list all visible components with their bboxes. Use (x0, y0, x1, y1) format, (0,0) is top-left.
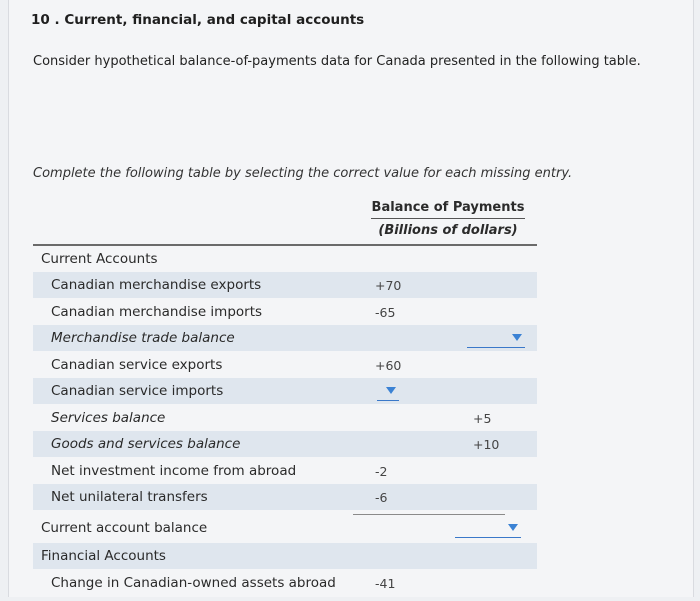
table-row (33, 458, 537, 484)
row-label: Canadian service exports (51, 357, 223, 373)
row-label: Canadian service imports (51, 383, 224, 399)
table-row (33, 299, 537, 325)
question-panel (8, 0, 694, 597)
table-row (33, 272, 537, 298)
table-row (33, 515, 537, 541)
table-row (33, 352, 537, 378)
row-label: Goods and services balance (51, 436, 241, 452)
row-label: Net investment income from abroad (51, 463, 297, 479)
row-label: Services balance (51, 410, 166, 426)
table-row (33, 246, 537, 272)
question-instruction: Complete the following table by selecting the correct value for each missing entry. (33, 166, 573, 181)
row-label: Merchandise trade balance (51, 330, 235, 346)
chevron-down-icon (508, 524, 518, 531)
row-label: Current Accounts (41, 251, 158, 267)
table-row (33, 405, 537, 431)
row-value: -2 (375, 464, 388, 479)
row-value: +70 (375, 278, 402, 293)
row-value: +60 (375, 358, 402, 373)
row-label: Change in Canadian-owned assets abroad (51, 575, 336, 591)
row-label: Canadian merchandise imports (51, 304, 263, 320)
row-value: -65 (375, 305, 396, 320)
chevron-down-icon (512, 334, 522, 341)
table-row (33, 543, 537, 569)
table-column-header (363, 200, 533, 238)
row-value: -41 (375, 576, 396, 591)
row-value: +10 (473, 437, 500, 452)
column-header-units: (Billions of dollars) (378, 223, 518, 238)
service-imports-dropdown[interactable] (377, 384, 399, 401)
question-title: 10 . Current, financial, and capital accounts (31, 12, 365, 28)
row-value: +5 (473, 411, 492, 426)
table-row (33, 484, 537, 510)
row-label: Net unilateral transfers (51, 489, 208, 505)
current-account-balance-dropdown[interactable] (455, 521, 521, 538)
row-value: -6 (375, 490, 388, 505)
row-label: Canadian merchandise exports (51, 277, 262, 293)
column-header-title: Balance of Payments (371, 200, 525, 219)
row-label: Financial Accounts (41, 548, 166, 564)
chevron-down-icon (386, 387, 396, 394)
table-row (33, 325, 537, 351)
table-row (33, 570, 537, 596)
question-intro: Consider hypothetical balance-of-payments data for Canada presented in the following table. (33, 54, 641, 69)
merchandise-trade-balance-dropdown[interactable] (467, 331, 525, 348)
row-label: Current account balance (41, 520, 208, 536)
table-row (33, 431, 537, 457)
table-row (33, 378, 537, 404)
